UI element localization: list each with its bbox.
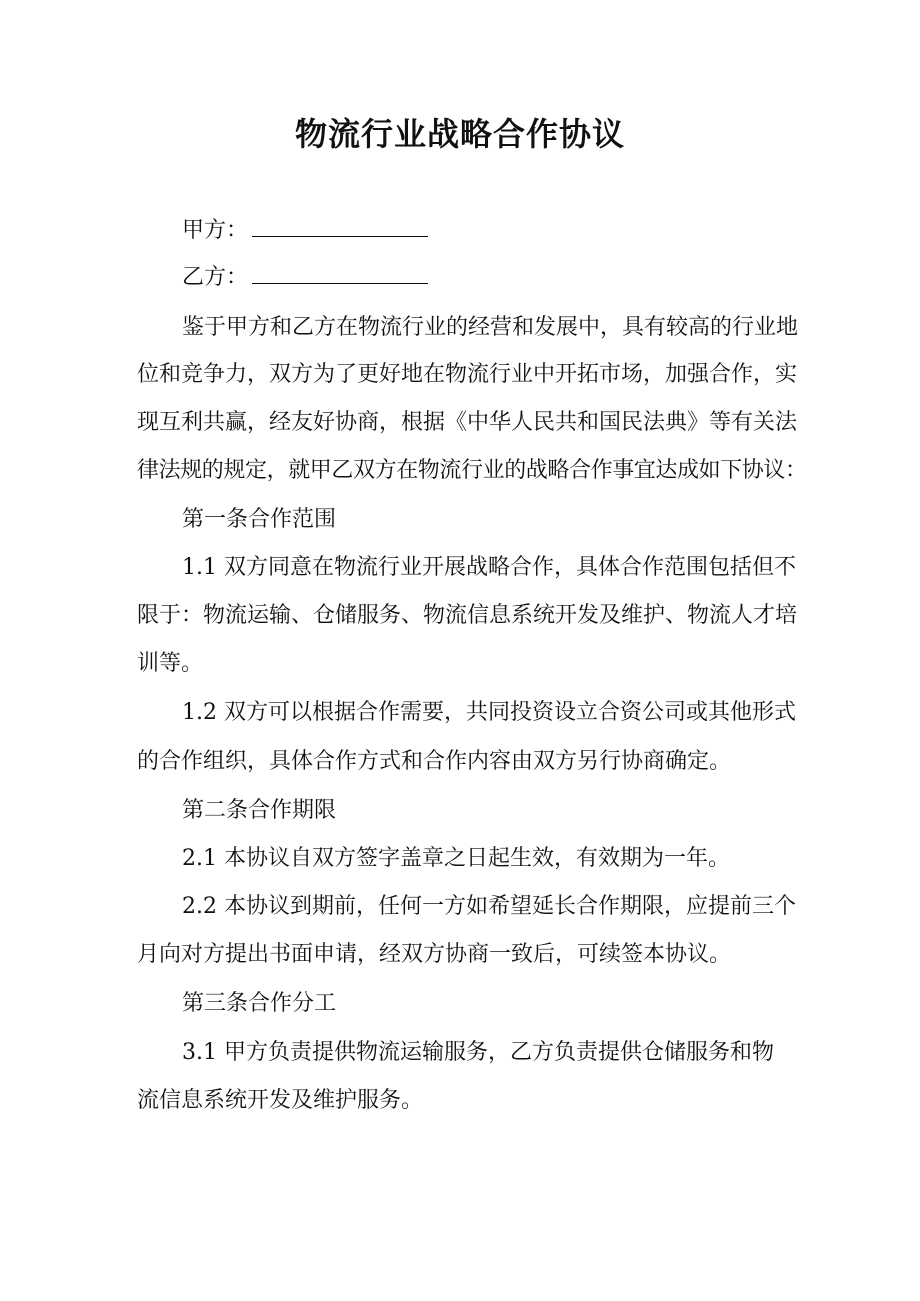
party-a-blank bbox=[252, 214, 428, 237]
clause-3-1-line-1: 3.1 甲方负责提供物流运输服务，乙方负责提供仓储服务和物 bbox=[182, 1040, 774, 1065]
clause-2-2-line-1: 2.2 本协议到期前，任何一方如希望延长合作期限，应提前三个 bbox=[182, 894, 796, 919]
clause-1-1-line-3: 训等。 bbox=[137, 651, 204, 676]
clause-1-2-line-2: 的合作组织，具体合作方式和合作内容由双方另行协商确定。 bbox=[137, 749, 732, 774]
party-a-line bbox=[182, 214, 842, 248]
preamble-line-4: 律法规的规定，就甲乙双方在物流行业的战略合作事宜达成如下协议： bbox=[137, 458, 807, 483]
article-2-heading: 第二条合作期限 bbox=[182, 798, 337, 823]
clause-2-2-line-2: 月向对方提出书面申请，经双方协商一致后，可续签本协议。 bbox=[137, 942, 732, 967]
clause-1-1-line-1: 1.1 双方同意在物流行业开展战略合作，具体合作范围包括但不 bbox=[182, 555, 796, 580]
article-3-heading: 第三条合作分工 bbox=[182, 991, 337, 1016]
clause-1-2-line-1: 1.2 双方可以根据合作需要，共同投资设立合资公司或其他形式 bbox=[182, 700, 796, 725]
clause-2-1-line-1: 2.1 本协议自双方签字盖章之日起生效，有效期为一年。 bbox=[182, 846, 730, 871]
clause-1-1-line-2: 限于：物流运输、仓储服务、物流信息系统开发及维护、物流人才培 bbox=[137, 603, 798, 628]
clause-3-1-line-2: 流信息系统开发及维护服务。 bbox=[137, 1088, 424, 1113]
party-b-line bbox=[182, 261, 842, 295]
document-title: 物流行业战略合作协议 bbox=[294, 115, 625, 153]
party-b-label: 乙方： bbox=[182, 265, 249, 290]
preamble-line-1: 鉴于甲方和乙方在物流行业的经营和发展中，具有较高的行业地 bbox=[182, 315, 799, 340]
party-a-label: 甲方： bbox=[182, 218, 249, 243]
article-1-heading: 第一条合作范围 bbox=[182, 507, 337, 532]
party-b-blank bbox=[252, 261, 428, 284]
preamble-line-3: 现互利共赢，经友好协商，根据《中华人民共和国民法典》等有关法 bbox=[137, 410, 798, 435]
preamble-line-2: 位和竞争力，双方为了更好地在物流行业中开拓市场，加强合作，实 bbox=[137, 362, 798, 387]
